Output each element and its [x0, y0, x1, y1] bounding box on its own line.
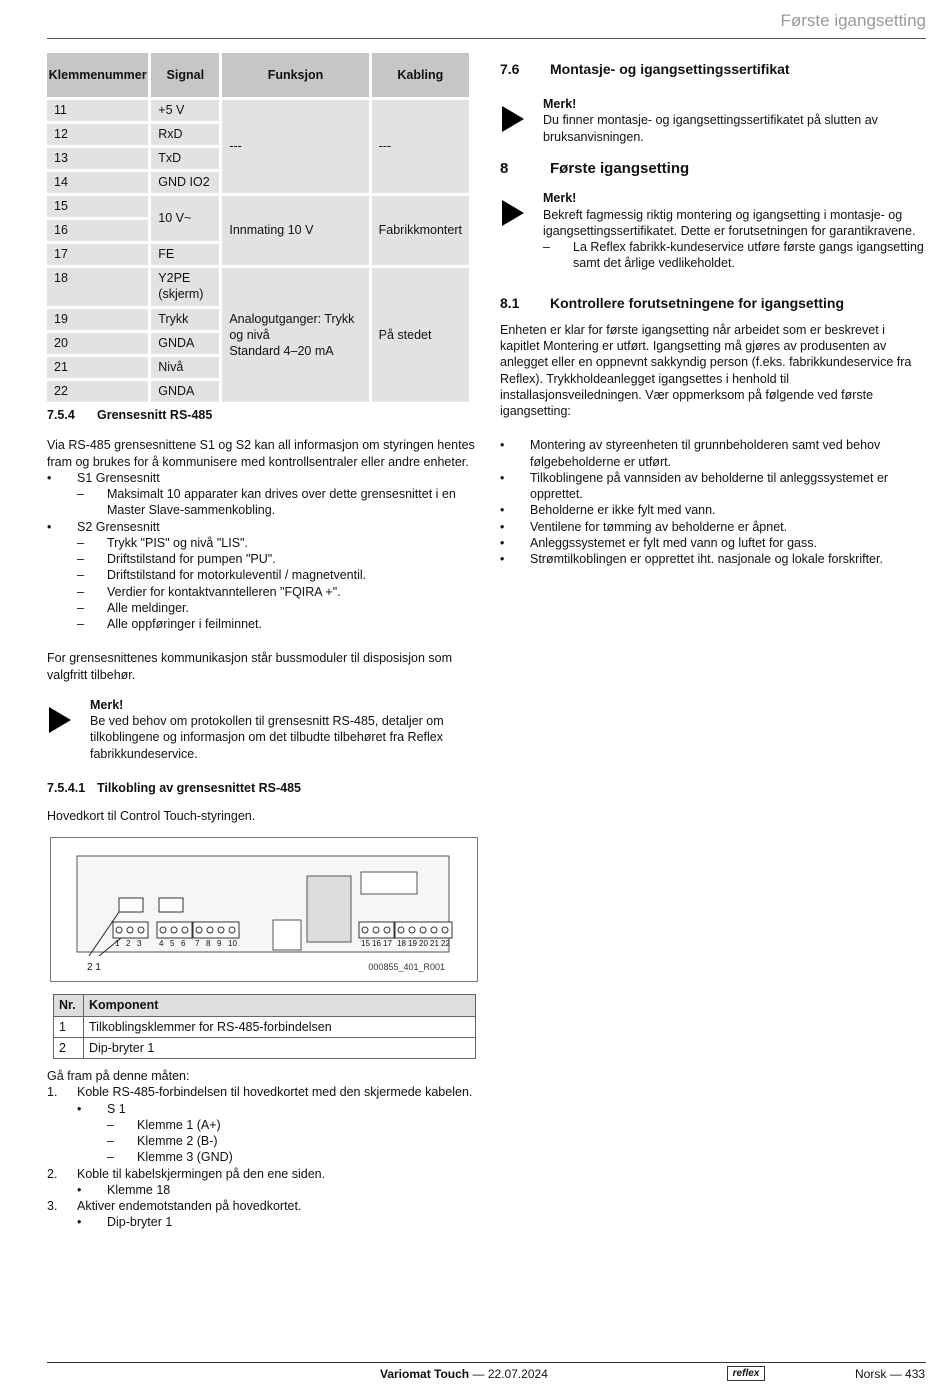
- note-box: [500, 96, 926, 145]
- terminal-table: [44, 50, 472, 405]
- cell-num: 19: [47, 309, 148, 330]
- list-item: [500, 551, 926, 567]
- paragraph: Via RS-485 grensesnittene S1 og S2 kan all informasjon om styringen hentes fram og brukes for å kommunisere med kontrollsentraler eller andre enheter.: [47, 438, 475, 469]
- paragraph: For grensesnittenes kommunikasjon står bussmoduler til disposisjon som valgfritt tilbehør.: [47, 651, 453, 682]
- sd-card: [273, 920, 301, 950]
- list-item-text: Alle oppføringer i feilminnet.: [107, 617, 262, 631]
- cell-num: 15: [47, 196, 148, 217]
- section-title: Tilkobling av grensesnittet RS-485: [97, 780, 301, 795]
- section-title: Montasje- og igangsettingssertifikat: [550, 61, 790, 77]
- terminal-label: 5: [170, 939, 175, 949]
- cell-num: 21: [47, 357, 148, 378]
- table-row: [54, 1016, 476, 1037]
- step-text: Koble til kabelskjermingen på den ene siden.: [77, 1166, 326, 1181]
- cell-kabling-group3: På stedet: [372, 268, 469, 402]
- list-item: [47, 551, 477, 567]
- footer-rule: [47, 1362, 926, 1363]
- section-title: Kontrollere forutsetningene for igangsetting: [550, 294, 845, 311]
- funksjon-line: Standard 4–20 mA: [229, 344, 334, 359]
- terminal-label: 16: [372, 939, 381, 949]
- funksjon-line: Analogutganger: Trykk og nivå: [229, 311, 355, 342]
- cell-kabling-group1: ---: [372, 100, 469, 193]
- cell-signal: FE: [151, 244, 219, 265]
- bullet: •: [77, 1215, 82, 1230]
- note-box: [500, 190, 926, 271]
- table-row: [54, 1037, 476, 1058]
- section-number: 7.5.4.1: [47, 780, 86, 795]
- section-heading-8-1: [500, 294, 926, 312]
- cell-signal: RxD: [151, 124, 219, 145]
- terminal-label: 21: [430, 939, 439, 949]
- terminal-block: [359, 922, 394, 938]
- triangle-icon: [502, 106, 524, 132]
- list-item-text: La Reflex fabrikk-kundeservice utføre første gangs igangsetting samt det årlige vedlikeholdet.: [573, 240, 924, 271]
- triangle-icon: [502, 200, 524, 226]
- list-item-text: Klemme 3 (GND): [137, 1150, 233, 1165]
- terminal-label: 18: [397, 939, 406, 949]
- list-item-text: Tilkoblingene på vannsiden av beholderne til anleggssystemet er opprettet.: [530, 470, 889, 502]
- section-heading-7-6: [500, 60, 926, 78]
- footer-doc: [380, 1367, 548, 1383]
- terminal-label: 7: [195, 939, 200, 949]
- cell-nr: 2: [54, 1037, 84, 1058]
- terminal-block: [113, 922, 148, 938]
- cell-signal: 10 V~: [151, 196, 219, 241]
- section-heading-7-5-4-1: [47, 780, 477, 796]
- dash: –: [77, 568, 84, 583]
- step-number: 1.: [47, 1085, 58, 1100]
- step-number: 2.: [47, 1166, 58, 1181]
- section-number: 8: [500, 159, 509, 177]
- terminal-block: [157, 922, 192, 938]
- cell-num: 14: [47, 172, 148, 193]
- terminal-label: 6: [181, 939, 186, 949]
- cell-num: 13: [47, 148, 148, 169]
- section-number: 7.5.4: [47, 408, 75, 422]
- dash: –: [77, 552, 84, 566]
- footer-date: — 22.07.2024: [472, 1367, 548, 1381]
- terminal-label: 9: [217, 939, 222, 949]
- list-item: [47, 1117, 477, 1133]
- list-item-text: S1 Grensesnitt: [77, 470, 160, 485]
- cell-num: 16: [47, 220, 148, 241]
- section-number: 7.6: [500, 61, 520, 77]
- connector: [361, 872, 417, 894]
- dip-switch-1: [119, 898, 143, 912]
- cell-signal: GNDA: [151, 333, 219, 354]
- note-text: Be ved behov om protokollen til grensesnitt RS-485, detaljer om tilkoblingene og informasjon om det tilbudte tilbehøret fra Reflex fabrikkundeservice.: [90, 714, 444, 761]
- cell-kabling-group2: Fabrikkmontert: [372, 196, 469, 265]
- circuit-board-figure: [50, 837, 478, 982]
- section-title: Første igangsetting: [550, 159, 690, 177]
- terminal-label: 22: [441, 939, 450, 949]
- list-item: [500, 437, 926, 470]
- table-row: [47, 268, 469, 306]
- section-heading-7-5-4: [47, 407, 477, 423]
- dip-switch-2: [159, 898, 183, 912]
- list-item-text: Verdier for kontaktvanntelleren "FQIRA +".: [107, 584, 341, 599]
- running-header: Første igangsetting: [780, 11, 926, 30]
- prerequisite-list: [500, 437, 926, 567]
- note-box: [47, 697, 477, 762]
- footer-lang: Norsk: [855, 1367, 887, 1381]
- list-item: [47, 600, 477, 616]
- cell-komponent: Dip-bryter 1: [84, 1037, 476, 1058]
- cell-signal: TxD: [151, 148, 219, 169]
- list-item-text: Trykk "PIS" og nivå "LIS".: [107, 535, 248, 550]
- cell-signal: GND IO2: [151, 172, 219, 193]
- paragraph: Enheten er klar for første igangsetting når arbeidet som er beskrevet i kapitlet Montering er utført. Igangsetting må gjøres av produsenten av anlegget eller en oppnevnt sakkyndig person (f.eks. fabrikkundeservice fra Reflex). Trykkholdeanlegget igangsettes i henhold til installasjonsveiledningen. Vær oppmerksom på følgende ved første igangsetting:: [500, 322, 912, 419]
- bullet: •: [500, 552, 505, 567]
- dash: –: [77, 584, 84, 599]
- dash: –: [543, 240, 550, 255]
- list-item-text: Anleggssystemet er fylt med vann og luftet for gass.: [530, 535, 817, 550]
- list-item-text: Driftstilstand for pumpen "PU".: [107, 552, 276, 566]
- terminal-label: 20: [419, 939, 428, 949]
- table-row: [47, 100, 469, 121]
- terminal-label: 10: [228, 939, 237, 949]
- list-item: [47, 1101, 477, 1117]
- note-title: Merk!: [543, 191, 577, 206]
- step: [47, 1084, 477, 1100]
- table-row: [47, 196, 469, 217]
- cell-signal: Trykk: [151, 309, 219, 330]
- th-nr: Nr.: [54, 995, 84, 1016]
- terminal-label: 17: [383, 939, 392, 949]
- bullet: •: [47, 519, 52, 534]
- terminal-block: [193, 922, 239, 938]
- list-item: [47, 584, 477, 600]
- terminal-label: 2: [126, 939, 131, 949]
- cell-num: 12: [47, 124, 148, 145]
- list-item: [47, 535, 477, 551]
- figure-id: 000855_401_R001: [368, 961, 445, 972]
- list-item: [47, 1182, 477, 1198]
- list-item: [47, 1149, 477, 1165]
- callout-labels: 2 1: [87, 962, 101, 974]
- cell-funksjon-group3: [222, 268, 368, 402]
- cell-num: 17: [47, 244, 148, 265]
- cell-nr: 1: [54, 1016, 84, 1037]
- note-title: Merk!: [90, 697, 124, 712]
- bullet: •: [47, 470, 52, 485]
- footer-doc-title: Variomat Touch: [380, 1367, 470, 1381]
- dash: –: [77, 487, 84, 501]
- header-rule: [47, 38, 926, 39]
- footer-page: [855, 1367, 925, 1383]
- cell-num: 22: [47, 381, 148, 402]
- th-funksjon: Funksjon: [222, 53, 368, 97]
- cell-funksjon-group1: ---: [222, 100, 368, 193]
- list-item: [47, 470, 477, 486]
- terminal-label: 1: [115, 939, 120, 949]
- dash: –: [107, 1150, 114, 1165]
- list-item: [543, 239, 926, 272]
- section-heading-8: [500, 159, 926, 179]
- list-item: [47, 486, 477, 519]
- left-column: [47, 50, 477, 1231]
- step: [47, 1166, 477, 1182]
- list-item-text: Beholderne er ikke fylt med vann.: [530, 503, 716, 518]
- bullet: •: [500, 470, 505, 485]
- list-item: [47, 567, 477, 583]
- list-item: [500, 502, 926, 518]
- section-number: 8.1: [500, 294, 520, 311]
- cell-num: 11: [47, 100, 148, 121]
- terminal-label: 3: [137, 939, 142, 949]
- step-text: Aktiver endemotstanden på hovedkortet.: [77, 1199, 302, 1213]
- cell-signal: Nivå: [151, 357, 219, 378]
- dash: –: [77, 535, 84, 550]
- list-item-text: Klemme 2 (B-): [137, 1134, 218, 1148]
- triangle-icon: [49, 707, 71, 733]
- reflex-logo: reflex: [727, 1366, 765, 1381]
- list-item: [47, 1133, 477, 1149]
- bullet: •: [500, 535, 505, 550]
- right-column: [500, 60, 926, 567]
- th-kabling: Kabling: [372, 53, 469, 97]
- cell-signal: GNDA: [151, 381, 219, 402]
- list-item-text: Alle meldinger.: [107, 600, 189, 615]
- paragraph: Gå fram på denne måten:: [47, 1069, 190, 1083]
- list-item-text: S 1: [107, 1101, 126, 1116]
- footer-page-number: — 433: [889, 1367, 926, 1381]
- terminal-label: 19: [408, 939, 417, 949]
- list-item: [47, 616, 477, 632]
- list-item: [47, 1214, 477, 1230]
- bullet: •: [77, 1182, 82, 1197]
- bullet: •: [500, 519, 505, 534]
- component-table: [53, 994, 476, 1059]
- cell-num: 18: [47, 268, 148, 306]
- dash: –: [77, 617, 84, 631]
- cell-num: 20: [47, 333, 148, 354]
- step-number: 3.: [47, 1199, 58, 1213]
- note-text: Bekreft fagmessig riktig montering og igangsetting i montasje- og igangsettingssertifikatet. Dette er forutsetningen for garantikravene.: [543, 207, 916, 238]
- list-item-text: Maksimalt 10 apparater kan drives over dette grensesnittet i en Master Slave-sammenkobling.: [107, 487, 456, 518]
- bullet: •: [500, 503, 505, 518]
- cell-komponent: Tilkoblingsklemmer for RS-485-forbindelsen: [84, 1016, 476, 1037]
- terminal-label: 15: [361, 939, 370, 949]
- list-item: [47, 519, 477, 535]
- terminal-label: 4: [159, 939, 164, 949]
- dash: –: [107, 1117, 114, 1132]
- list-item-text: S2 Grensesnitt: [77, 519, 160, 534]
- th-komponent: Komponent: [84, 995, 476, 1016]
- step: [47, 1198, 477, 1214]
- note-text: Du finner montasje- og igangsettingssertifikatet på slutten av bruksanvisningen.: [543, 113, 878, 144]
- cell-funksjon-group2: Innmating 10 V: [222, 196, 368, 265]
- bullet: •: [500, 438, 505, 453]
- cell-signal: Y2PE (skjerm): [151, 268, 219, 306]
- cell-signal: +5 V: [151, 100, 219, 121]
- list-item-text: Dip-bryter 1: [107, 1215, 173, 1230]
- list-item: [500, 470, 926, 503]
- dash: –: [107, 1134, 114, 1148]
- list-item-text: Driftstilstand for motorkuleventil / magnetventil.: [107, 568, 367, 583]
- paragraph: Hovedkort til Control Touch-styringen.: [47, 809, 256, 823]
- note-title: Merk!: [543, 97, 577, 112]
- step-text: Koble RS-485-forbindelsen til hovedkortet med den skjermede kabelen.: [77, 1085, 473, 1100]
- th-signal: Signal: [151, 53, 219, 97]
- list-item-text: Strømtilkoblingen er opprettet iht. nasjonale og lokale forskrifter.: [530, 552, 883, 567]
- list-item: [500, 535, 926, 551]
- list-item-text: Klemme 18: [107, 1182, 171, 1197]
- chip: [307, 876, 351, 942]
- terminal-label: 8: [206, 939, 211, 949]
- list-item: [500, 519, 926, 535]
- list-item-text: Ventilene for tømming av beholderne er åpnet.: [530, 519, 788, 534]
- list-item-text: Montering av styreenheten til grunnbeholderen samt ved behov følgebeholderne er utført.: [530, 438, 881, 469]
- th-klemmenummer: Klemmenummer: [47, 53, 148, 97]
- bullet: •: [77, 1101, 82, 1116]
- list-item-text: Klemme 1 (A+): [137, 1117, 221, 1132]
- section-title: Grensesnitt RS-485: [97, 408, 213, 422]
- dash: –: [77, 600, 84, 615]
